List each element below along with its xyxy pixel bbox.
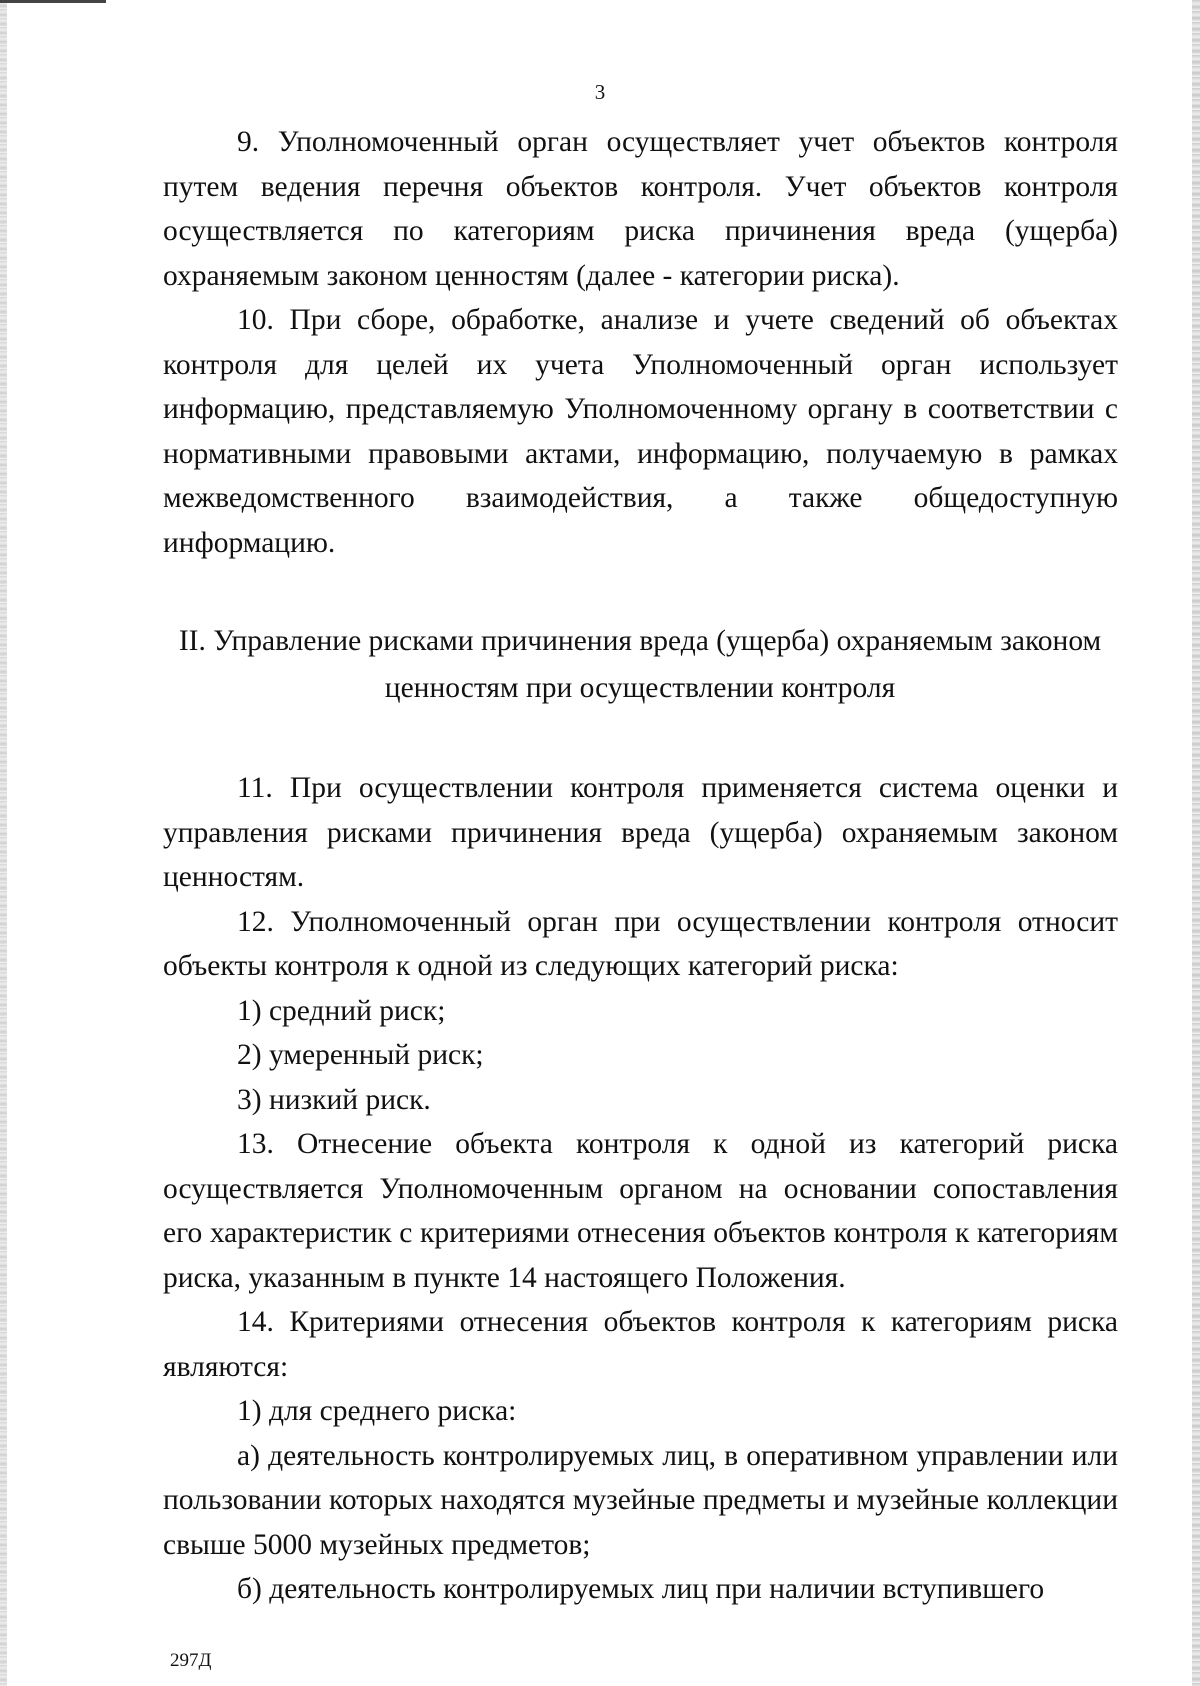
section-heading-line-2: ценностям при осуществлении контроля	[384, 672, 896, 704]
paragraph-12: 12. Уполномоченный орган при осуществлении контроля относит объекты контроля к одной из следующих категорий риска:	[163, 905, 1118, 982]
paragraph-14: 14. Критериями отнесения объектов контроля к категориям риска являются:	[163, 1306, 1118, 1383]
section-heading-line-1: II. Управление рисками причинения вреда (ущерба) охраняемым законом	[178, 625, 1102, 657]
risk-category-item: 3) низкий риск.	[237, 1083, 431, 1116]
text-block-2	[163, 766, 1118, 1612]
text-block-1	[163, 120, 1118, 565]
paragraph-10: 10. При сборе, обработке, анализе и учете сведений об объектах контроля для целей их учета Уполномоченный орган использует информацию, представляемую Уполномоченному органу в соответствии с нормативными правовыми актами, информацию, получаемую в рамках межведомственного взаимодействия, а также общедоступную информацию.	[163, 304, 1118, 559]
criteria-subitem-a: а) деятельность контролируемых лиц, в оперативном управлении или пользовании которых находятся музейные предметы и музейные коллекции свыше 5000 музейных предметов;	[163, 1439, 1118, 1561]
risk-category-item: 2) умеренный риск;	[237, 1039, 484, 1071]
paragraph-11: 11. При осуществлении контроля применяется система оценки и управления рисками причинения вреда (ущерба) охраняемым законом ценностям.	[163, 772, 1118, 893]
paragraph-13: 13. Отнесение объекта контроля к одной из категорий риска осуществляется Уполномоченным органом на основании сопоставления его характеристик с критериями отнесения объектов контроля к категориям риска, указанным в пункте 14 настоящего Положения.	[163, 1128, 1118, 1294]
document-code: 297Д	[170, 1650, 212, 1671]
section-heading	[150, 618, 1130, 712]
paragraph-9: 9. Уполномоченный орган осуществляет учет объектов контроля путем ведения перечня объектов контроля. Учет объектов контроля осуществляется по категориям риска причинения вреда (ущерба) охраняемым законом ценностям (далее - категории риска).	[163, 126, 1118, 292]
page-number: 3	[594, 80, 606, 104]
criteria-subitem-b: б) деятельность контролируемых лиц при наличии вступившего	[237, 1573, 1045, 1605]
risk-category-item: 1) средний риск;	[237, 994, 446, 1027]
criteria-item: 1) для среднего риска:	[237, 1395, 517, 1427]
